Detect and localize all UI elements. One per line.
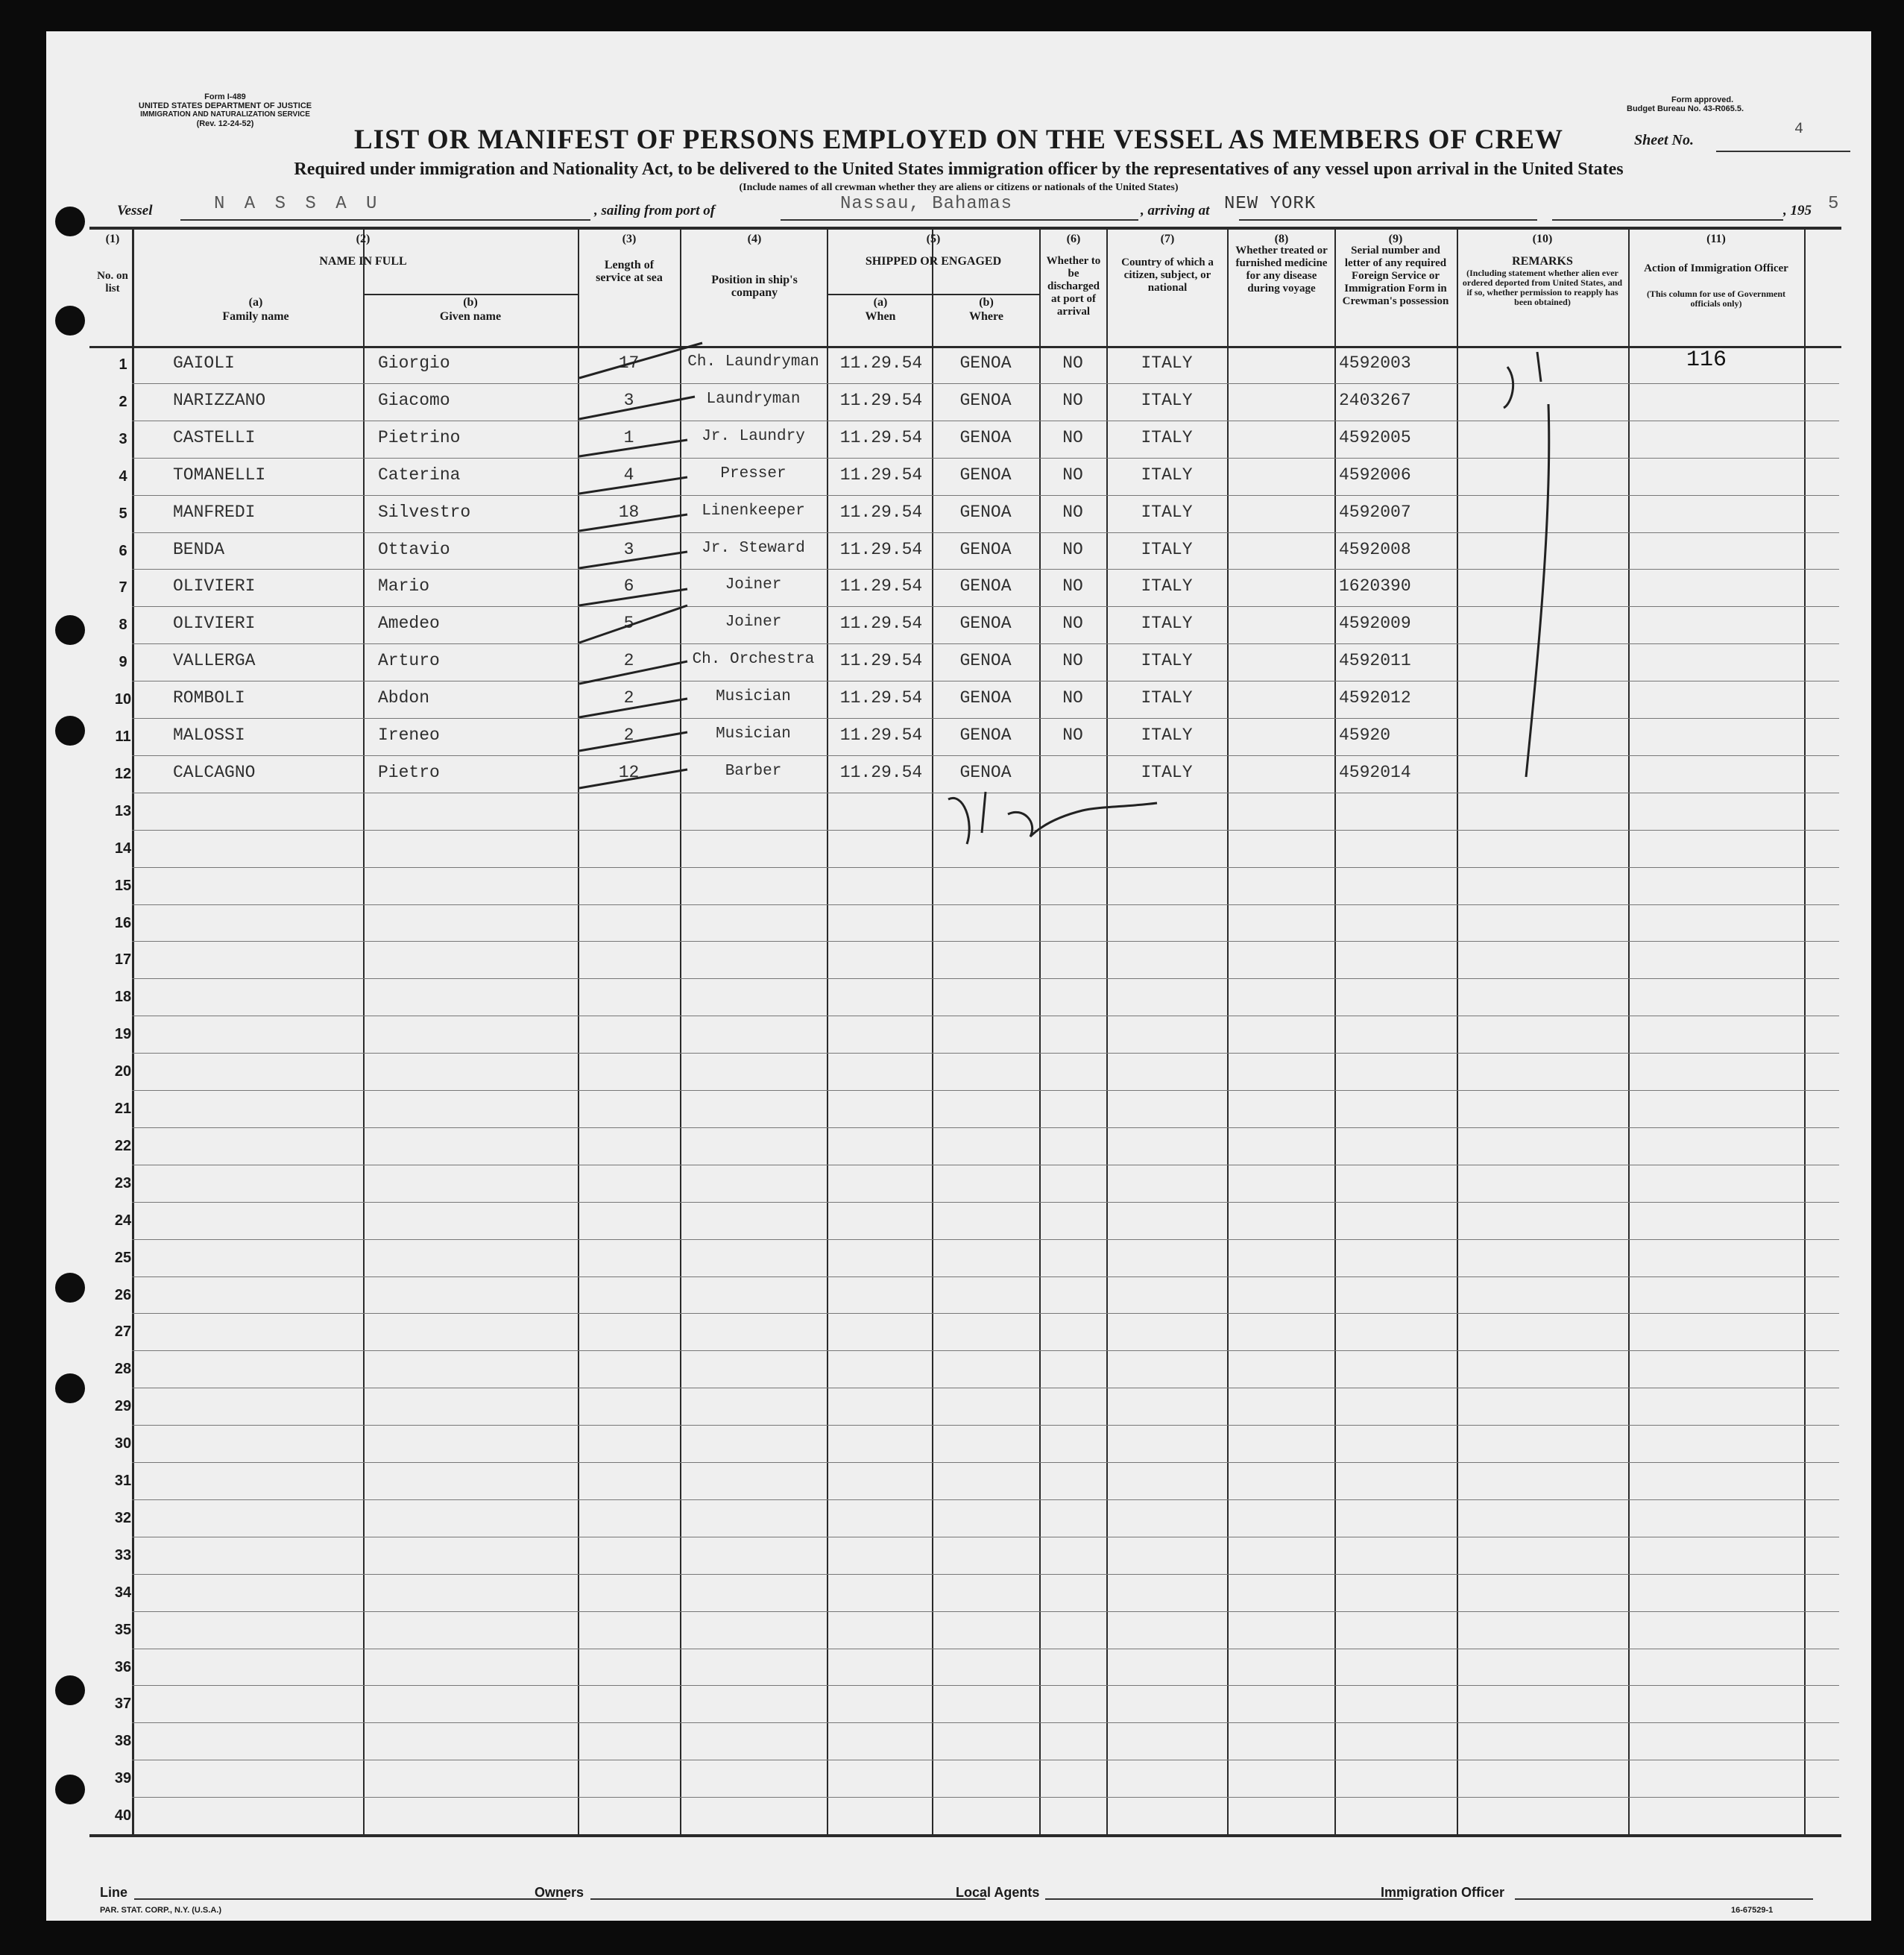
crew-family-name: OLIVIERI — [173, 614, 256, 634]
crew-shipped-where: GENOA — [959, 353, 1012, 373]
crew-shipped-when: 11.29.54 — [839, 725, 923, 745]
crew-shipped-where: GENOA — [959, 539, 1012, 559]
crew-shipped-where: GENOA — [959, 502, 1012, 522]
crew-country: ITALY — [1141, 465, 1193, 485]
col-1-num: (1) — [105, 233, 120, 245]
footer-agents-label: Local Agents — [956, 1885, 1040, 1900]
crew-discharged: NO — [1062, 688, 1083, 708]
form-code: 16-67529-1 — [1731, 1906, 1774, 1915]
row-number: 13 — [114, 802, 132, 819]
crew-family-name: MALOSSI — [173, 725, 245, 745]
crew-shipped-when: 11.29.54 — [839, 502, 923, 522]
crew-shipped-when: 11.29.54 — [839, 390, 923, 410]
crew-shipped-when: 11.29.54 — [839, 614, 923, 634]
sheet-number-value: 4 — [1794, 121, 1804, 138]
row-number: 30 — [114, 1435, 132, 1452]
row-number: 4 — [119, 468, 127, 485]
tally-stroke — [579, 769, 687, 788]
crew-shipped-where: GENOA — [959, 688, 1012, 708]
crew-country: ITALY — [1141, 539, 1193, 559]
crew-discharged: NO — [1062, 725, 1083, 745]
crew-length-of-service: 2 — [623, 651, 634, 671]
col-2a-num: (a) — [248, 296, 263, 309]
crew-position: Laundryman — [706, 390, 801, 408]
crew-family-name: MANFREDI — [173, 502, 256, 522]
crew-discharged: NO — [1062, 427, 1083, 447]
crew-given-name: Caterina — [378, 465, 461, 485]
col-4-header: Position in ship's company — [711, 274, 798, 299]
crew-family-name: BENDA — [173, 539, 225, 559]
crew-position: Musician — [716, 688, 791, 706]
crew-position: Jr. Laundry — [702, 427, 805, 445]
crew-shipped-where: GENOA — [959, 651, 1012, 671]
crew-length-of-service: 4 — [623, 465, 634, 485]
remarks-initial — [1504, 352, 1541, 408]
crew-position: Jr. Steward — [702, 539, 805, 557]
crew-shipped-where: GENOA — [959, 725, 1012, 745]
crew-country: ITALY — [1141, 576, 1193, 596]
crew-discharged: NO — [1062, 651, 1083, 671]
col-5b-header: Where — [969, 310, 1003, 323]
crew-given-name: Silvestro — [378, 502, 471, 522]
crew-family-name: TOMANELLI — [173, 465, 266, 485]
crew-shipped-where: GENOA — [959, 614, 1012, 634]
tally-stroke — [579, 699, 687, 717]
row-number: 6 — [119, 542, 127, 559]
crew-length-of-service: 2 — [623, 725, 634, 745]
crew-country: ITALY — [1141, 725, 1193, 745]
row-number: 21 — [114, 1101, 132, 1117]
crew-given-name: Pietro — [378, 762, 440, 782]
tally-stroke — [579, 343, 702, 378]
crew-position: Joiner — [725, 576, 782, 594]
crew-family-name: ROMBOLI — [173, 688, 245, 708]
crew-length-of-service: 5 — [623, 614, 634, 634]
crew-shipped-where: GENOA — [959, 465, 1012, 485]
tally-stroke — [579, 514, 687, 531]
crew-length-of-service: 6 — [623, 576, 634, 596]
row-number: 25 — [114, 1249, 132, 1266]
footer-line-underline — [134, 1898, 567, 1900]
row-number: 11 — [115, 728, 131, 745]
row-number: 10 — [114, 691, 132, 708]
officer-mark: 116 — [1686, 347, 1727, 373]
row-number: 16 — [114, 914, 132, 931]
sailing-label: , sailing from port of — [594, 203, 716, 218]
crew-given-name: Arturo — [378, 651, 440, 671]
row-number: 9 — [119, 654, 127, 671]
row-number: 22 — [114, 1137, 132, 1154]
col-2b-num: (b) — [463, 296, 478, 309]
crew-discharged: NO — [1062, 353, 1083, 373]
crew-given-name: Pietrino — [378, 427, 461, 447]
crew-country: ITALY — [1141, 427, 1193, 447]
tally-stroke — [579, 440, 687, 456]
tally-marks — [579, 343, 702, 788]
row-number: 36 — [114, 1658, 132, 1675]
crew-shipped-when: 11.29.54 — [839, 576, 923, 596]
crew-shipped-where: GENOA — [959, 576, 1012, 596]
form-number: Form I-489 — [204, 92, 246, 101]
department-name: UNITED STATES DEPARTMENT OF JUSTICE — [138, 101, 312, 110]
row-number: 12 — [114, 765, 132, 782]
budget-number: Budget Bureau No. 43-R065.5. — [1627, 104, 1744, 113]
row-number: 38 — [114, 1733, 132, 1750]
subtitle: Required under immigration and Nationality Act, to be delivered to the United States immigration officer by the representatives of any vessel upon arrival in the United States — [294, 160, 1624, 179]
row-number: 19 — [114, 1026, 132, 1043]
row-number: 28 — [114, 1361, 132, 1378]
page-title: LIST OR MANIFEST OF PERSONS EMPLOYED ON THE VESSEL AS MEMBERS OF CREW — [354, 125, 1563, 155]
crew-shipped-when: 11.29.54 — [839, 688, 923, 708]
row-number: 39 — [114, 1770, 132, 1787]
col-5-num: (5) — [926, 233, 941, 245]
col-4-num: (4) — [747, 233, 762, 245]
sailing-value: Nassau, Bahamas — [840, 194, 1013, 214]
crew-position: Linenkeeper — [702, 502, 805, 520]
col-8-num: (8) — [1274, 233, 1289, 245]
crew-length-of-service: 17 — [618, 353, 640, 373]
crew-position: Ch. Laundryman — [687, 353, 819, 371]
subtitle-note: (Include names of all crewman whether they are aliens or citizens or nationals of the United States) — [739, 182, 1179, 193]
crew-family-name: CALCAGNO — [173, 762, 256, 782]
footer-officer-underline — [1515, 1898, 1813, 1900]
crew-length-of-service: 1 — [623, 427, 634, 447]
tally-stroke — [579, 661, 687, 684]
crew-family-name: VALLERGA — [173, 651, 256, 671]
crew-length-of-service: 3 — [623, 539, 634, 559]
crew-given-name: Giorgio — [378, 353, 450, 373]
row-number: 14 — [114, 840, 132, 857]
crew-position: Musician — [716, 725, 791, 743]
col-2-num: (2) — [356, 233, 371, 245]
col-6-num: (6) — [1066, 233, 1081, 245]
tally-stroke — [579, 732, 687, 751]
crew-family-name: GAIOLI — [173, 353, 235, 373]
row-number: 35 — [114, 1621, 132, 1638]
crew-country: ITALY — [1141, 762, 1193, 782]
crew-family-name: NARIZZANO — [173, 390, 266, 410]
crew-length-of-service: 3 — [623, 390, 634, 410]
tally-stroke — [579, 477, 687, 494]
col-7-num: (7) — [1160, 233, 1175, 245]
row-number: 37 — [114, 1696, 132, 1713]
col-10-note: (Including statement whether alien ever ordered deported from United States, and if so, whether permission to reapply has been obtained) — [1462, 268, 1623, 307]
row-number: 24 — [114, 1212, 132, 1229]
crew-given-name: Ireneo — [378, 725, 440, 745]
crew-shipped-when: 11.29.54 — [839, 427, 923, 447]
year-label: , 195 — [1783, 203, 1812, 218]
col-10-header: REMARKS — [1512, 255, 1573, 268]
col-5a-num: (a) — [873, 296, 888, 309]
crew-length-of-service: 18 — [618, 502, 640, 522]
crew-shipped-when: 11.29.54 — [839, 539, 923, 559]
crew-serial-number: 4592005 — [1339, 427, 1411, 447]
crew-country: ITALY — [1141, 688, 1193, 708]
vessel-label: Vessel — [117, 203, 153, 218]
col-5b-num: (b) — [979, 296, 994, 309]
crew-position: Presser — [720, 465, 786, 482]
crew-serial-number: 4592007 — [1339, 502, 1411, 522]
row-number: 33 — [114, 1546, 132, 1564]
row-number: 15 — [114, 877, 132, 894]
col-1-header: No. on list — [97, 270, 128, 295]
footer-owners-underline — [590, 1898, 986, 1900]
crew-serial-number: 4592006 — [1339, 465, 1411, 485]
crew-given-name: Giacomo — [378, 390, 450, 410]
row-number: 7 — [119, 579, 127, 596]
crew-position: Ch. Orchestra — [692, 651, 815, 669]
crew-country: ITALY — [1141, 651, 1193, 671]
col-8-header: Whether treated or furnished medicine for any disease during voyage — [1235, 245, 1328, 295]
revision-date: (Rev. 12-24-52) — [196, 119, 254, 128]
crew-given-name: Abdon — [378, 688, 430, 708]
crew-shipped-where: GENOA — [959, 390, 1012, 410]
crew-discharged: NO — [1062, 390, 1083, 410]
crew-discharged: NO — [1062, 539, 1083, 559]
col-9-num: (9) — [1388, 233, 1403, 245]
footer-officer-label: Immigration Officer — [1381, 1885, 1505, 1900]
crew-shipped-when: 11.29.54 — [839, 465, 923, 485]
row-number: 27 — [114, 1323, 132, 1341]
crew-country: ITALY — [1141, 353, 1193, 373]
crew-length-of-service: 12 — [618, 762, 640, 782]
crew-shipped-when: 11.29.54 — [839, 353, 923, 373]
remarks-vertical-line — [1526, 404, 1549, 777]
arriving-value: NEW YORK — [1224, 194, 1317, 214]
row-number: 26 — [114, 1286, 132, 1303]
crew-serial-number: 4592011 — [1339, 651, 1411, 671]
row-number: 31 — [114, 1473, 132, 1489]
crew-serial-number: 4592009 — [1339, 614, 1411, 634]
col-3-num: (3) — [622, 233, 637, 245]
row-number: 40 — [114, 1807, 132, 1825]
tally-stroke — [579, 552, 687, 568]
col-2b-header: Given name — [439, 310, 502, 323]
crew-family-name: OLIVIERI — [173, 576, 256, 596]
crew-discharged: NO — [1062, 576, 1083, 596]
arriving-label: , arriving at — [1141, 203, 1210, 218]
col-2-header: NAME IN FULL — [319, 255, 407, 268]
crew-given-name: Ottavio — [378, 539, 450, 559]
printer-name: PAR. STAT. CORP., N.Y. (U.S.A.) — [100, 1906, 221, 1915]
crew-given-name: Mario — [378, 576, 430, 596]
row-number: 20 — [114, 1063, 132, 1080]
crew-shipped-when: 11.29.54 — [839, 651, 923, 671]
vessel-value: N A S S A U — [214, 194, 382, 214]
row-number: 2 — [119, 393, 127, 410]
manifest-sheet — [46, 31, 1871, 1921]
service-name: IMMIGRATION AND NATURALIZATION SERVICE — [140, 110, 310, 119]
col-10-num: (10) — [1532, 233, 1553, 245]
crew-shipped-when: 11.29.54 — [839, 762, 923, 782]
col-5a-header: When — [865, 310, 896, 323]
crew-position: Joiner — [725, 614, 782, 632]
row-number: 32 — [114, 1509, 132, 1526]
sheet-number-label: Sheet No. — [1634, 132, 1694, 148]
handwriting-overlay — [46, 31, 1871, 1921]
col-5-header: SHIPPED OR ENGAGED — [865, 255, 1002, 268]
row-number: 5 — [119, 505, 127, 522]
row-number: 29 — [114, 1398, 132, 1415]
crew-position: Barber — [725, 762, 782, 780]
row-number: 3 — [119, 430, 127, 447]
crew-serial-number: 4592014 — [1339, 762, 1411, 782]
footer-owners-label: Owners — [535, 1885, 584, 1900]
col-11-note: (This column for use of Government officials only) — [1646, 289, 1786, 309]
crew-serial-number: 45920 — [1339, 725, 1391, 745]
crew-given-name: Amedeo — [378, 614, 440, 634]
approval-text: Form approved. — [1671, 95, 1734, 104]
crew-country: ITALY — [1141, 390, 1193, 410]
col-11-num: (11) — [1706, 233, 1726, 245]
row-number: 17 — [114, 951, 132, 969]
row-number: 8 — [119, 617, 127, 634]
row-number: 34 — [114, 1584, 132, 1601]
footer-line-label: Line — [100, 1885, 128, 1900]
crew-family-name: CASTELLI — [173, 427, 256, 447]
crew-length-of-service: 2 — [623, 688, 634, 708]
col-9-header: Serial number and letter of any required Foreign Service or Immigration Form in Crewman's possession — [1342, 245, 1449, 307]
crew-discharged: NO — [1062, 614, 1083, 634]
footer-agents-underline — [1045, 1898, 1403, 1900]
year-value: 5 — [1828, 194, 1839, 214]
col-6-header: Whether to be discharged at port of arrival — [1046, 255, 1101, 318]
crew-shipped-where: GENOA — [959, 762, 1012, 782]
tally-stroke — [579, 397, 695, 419]
crew-serial-number: 4592008 — [1339, 539, 1411, 559]
row-number: 1 — [119, 356, 127, 373]
tally-stroke — [579, 589, 687, 605]
crew-shipped-where: GENOA — [959, 427, 1012, 447]
crew-country: ITALY — [1141, 502, 1193, 522]
officer-signature — [948, 792, 1157, 844]
col-3-header: Length of service at sea — [596, 259, 663, 284]
crew-serial-number: 4592003 — [1339, 353, 1411, 373]
col-2a-header: Family name — [222, 310, 289, 323]
crew-serial-number: 2403267 — [1339, 390, 1411, 410]
row-number: 18 — [114, 989, 132, 1006]
col-7-header: Country of which a citizen, subject, or national — [1121, 256, 1214, 294]
col-11-header: Action of Immigration Officer — [1644, 262, 1788, 274]
row-number: 23 — [114, 1174, 132, 1191]
crew-discharged: NO — [1062, 465, 1083, 485]
crew-country: ITALY — [1141, 614, 1193, 634]
crew-serial-number: 4592012 — [1339, 688, 1411, 708]
crew-serial-number: 1620390 — [1339, 576, 1411, 596]
crew-discharged: NO — [1062, 502, 1083, 522]
tally-stroke — [579, 605, 687, 643]
